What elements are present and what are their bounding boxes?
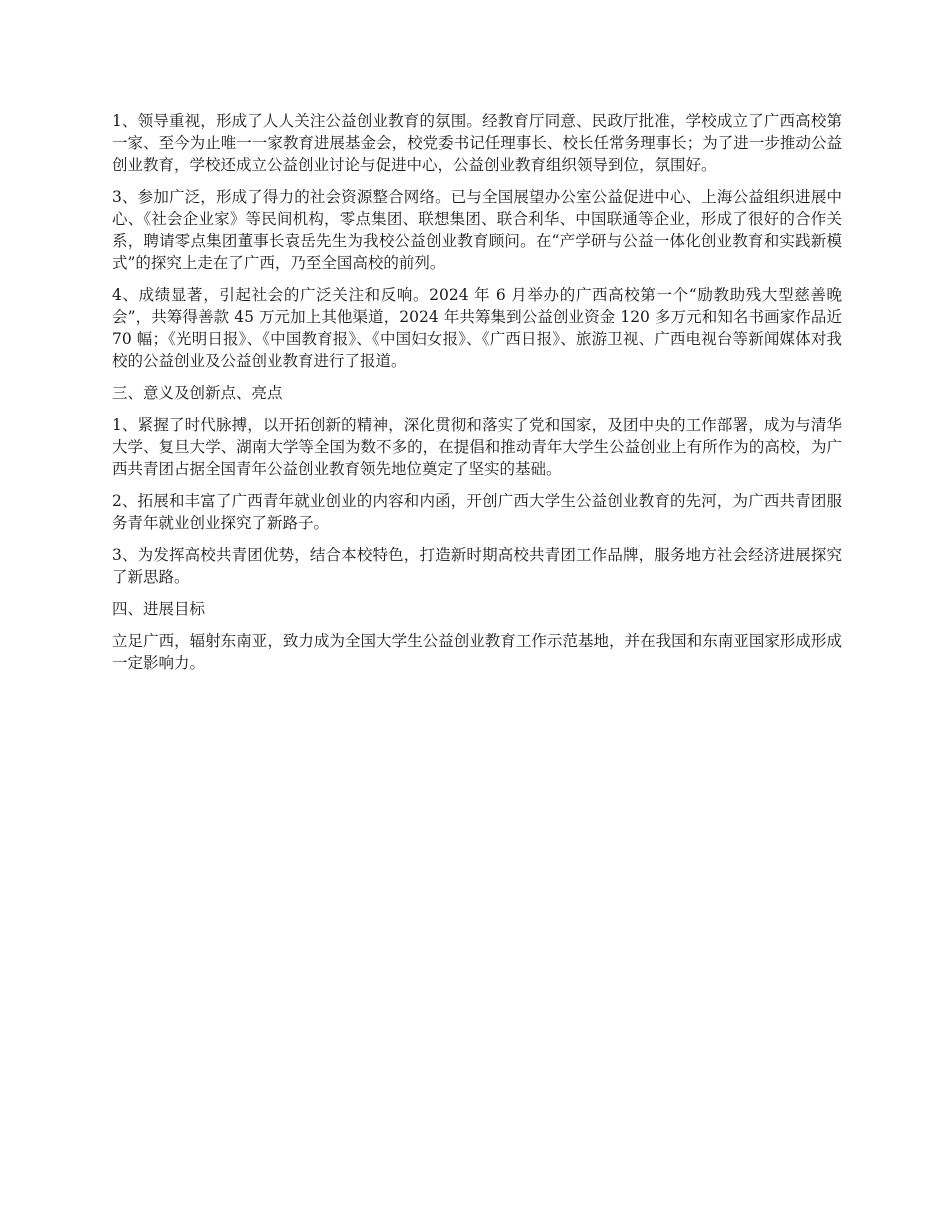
paragraph-goals: 立足广西，辐射东南亚，致力成为全国大学生公益创业教育工作示范基地，并在我国和东南亚国家形成形成一定影响力。 [112,632,842,672]
paragraph-participation: 3、参加广泛，形成了得力的社会资源整合网络。已与全国展望办公室公益促进中心、上海公益组织进展中心、《社会企业家》等民间机构，零点集团、联想集团、联合利华、中国联通等企业，形成了很好的合作关系，聘请零点集团董事长袁岳先生为我校公益创业教育顾问。在“产学研与公益一体化创业教育和实践新模式”的探究上走在了广西，乃至全国高校的前列。 [112,188,842,272]
document-body [112,110,842,684]
paragraph-achievements: 4、成绩显著，引起社会的广泛关注和反响。2024 年 6 月举办的广西高校第一个“励教助残大型慈善晚会”，共筹得善款 45 万元加上其他渠道，2024 年共筹集到公益创业资金 120 多万元和知名书画家作品近 70 幅；《光明日报》、《中国教育报》、《中国妇女报》、《广西日报》、旅游卫视、广西电视台等新闻媒体对我校的公益创业及公益创业教育进行了报道。 [112,286,842,370]
section-heading-goals: 四、进展目标 [112,600,206,618]
paragraph-significance-2: 2、拓展和丰富了广西青年就业创业的内容和内函，开创广西大学生公益创业教育的先河，为广西共青团服务青年就业创业探究了新路子。 [112,492,842,532]
paragraph-significance-1: 1、紧握了时代脉搏，以开拓创新的精神，深化贯彻和落实了党和国家，及团中央的工作部署，成为与清华大学、复旦大学、湖南大学等全国为数不多的，在提倡和推动青年大学生公益创业上有所作为的高校，为广西共青团占据全国青年公益创业教育领先地位奠定了坚实的基础。 [112,416,842,478]
paragraph-significance-3: 3、为发挥高校共青团优势，结合本校特色，打造新时期高校共青团工作品牌，服务地方社会经济进展探究了新思路。 [112,546,842,586]
section-heading-significance: 三、意义及创新点、亮点 [112,384,283,402]
paragraph-leadership: 1、领导重视，形成了人人关注公益创业教育的氛围。经教育厅同意、民政厅批准，学校成立了广西高校第一家、至今为止唯一一家教育进展基金会，校党委书记任理事长、校长任常务理事长；为了进一步推动公益创业教育，学校还成立公益创业讨论与促进中心，公益创业教育组织领导到位，氛围好。 [112,112,842,174]
